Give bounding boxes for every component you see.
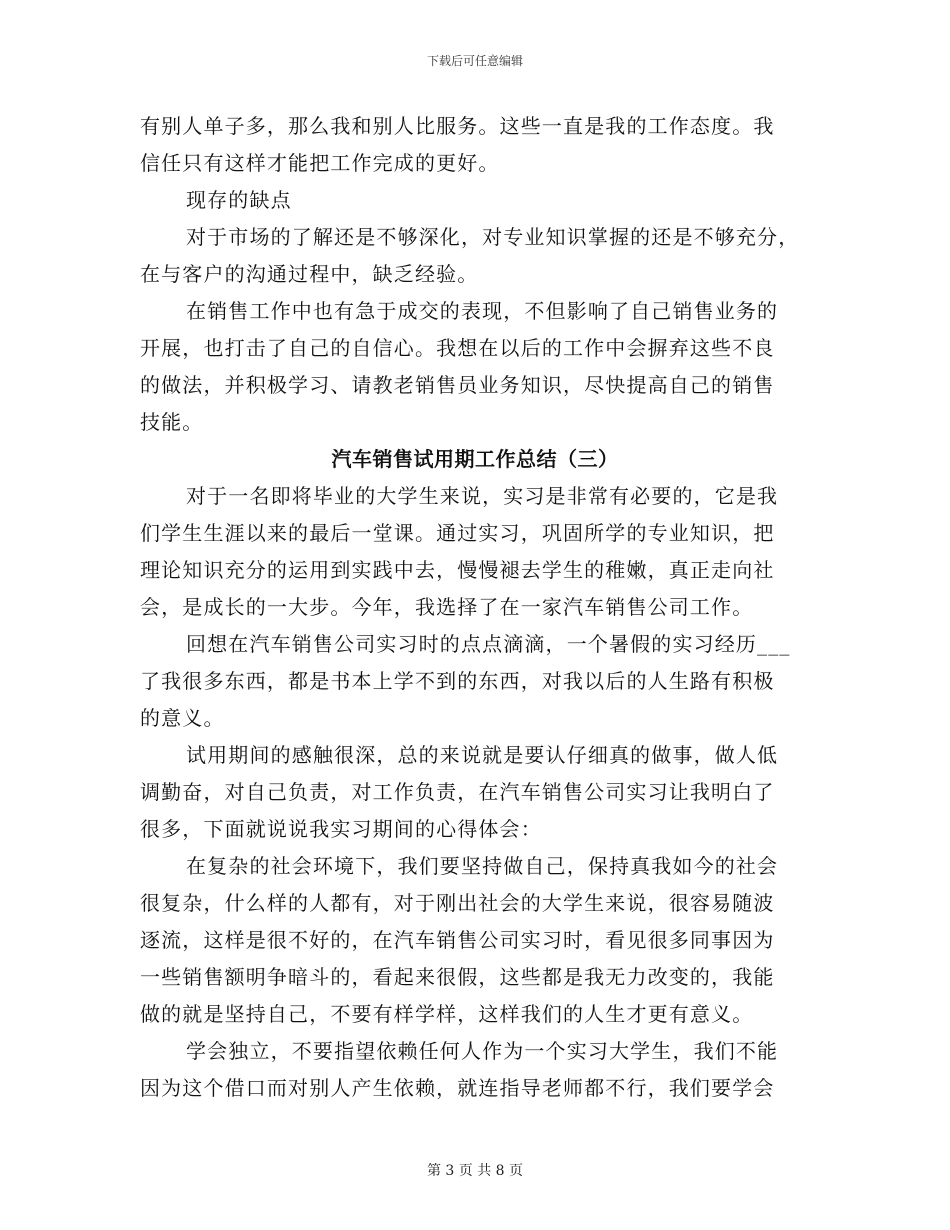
text-line: 信任只有这样才能把工作完成的更好。: [140, 151, 500, 175]
section-heading: 现存的缺点: [186, 188, 292, 212]
text-line: 有别人单子多，那么我和别人比服务。这些一直是我的工作态度。我: [140, 114, 775, 138]
document-body: [140, 108, 810, 1107]
text-line: 一些销售额明争暗斗的，看起来很假，这些都是我无力改变的，我能: [140, 965, 775, 989]
section-title: 汽车销售试用期工作总结（三）: [331, 447, 619, 471]
text-line: 了我很多东西，都是书本上学不到的东西，对我以后的人生路有积极: [140, 669, 775, 693]
text-line: 学会独立，不要指望依赖任何人作为一个实习大学生，我们不能: [186, 1039, 779, 1063]
text-line: 在销售工作中也有急于成交的表现，不但影响了自己销售业务的: [186, 299, 779, 323]
text-line: 会，是成长的一大步。今年，我选择了在一家汽车销售公司工作。: [140, 595, 754, 619]
text-line: 调勤奋，对自己负责，对工作负责，在汽车销售公司实习让我明白了: [140, 780, 775, 804]
text-line: 做的就是坚持自己，不要有样学样，这样我们的人生才更有意义。: [140, 1002, 754, 1026]
text-line: 理论知识充分的运用到实践中去，慢慢褪去学生的稚嫩，真正走向社: [140, 558, 775, 582]
page-header: 下载后可任意编辑: [426, 54, 523, 68]
text-line: 因为这个借口而对别人产生依赖，就连指导老师都不行，我们要学会: [140, 1076, 775, 1100]
page-footer: 第 3 页 共 8 页: [426, 1163, 524, 1179]
text-line: 的做法，并积极学习、请教老销售员业务知识，尽快提高自己的销售: [140, 373, 775, 397]
text-line: 逐流，这样是很不好的，在汽车销售公司实习时，看见很多同事因为: [140, 928, 775, 952]
text-line: 技能。: [140, 410, 204, 434]
text-line: 回想在汽车销售公司实习时的点点滴滴，一个暑假的实习经历___: [186, 632, 791, 656]
text-line: 在与客户的沟通过程中，缺乏经验。: [140, 262, 479, 286]
text-line: 对于一名即将毕业的大学生来说，实习是非常有必要的，它是我: [186, 484, 779, 508]
text-line: 试用期间的感触很深，总的来说就是要认仔细真的做事，做人低: [186, 743, 779, 767]
text-line: 很多，下面就说说我实习期间的心得体会：: [140, 817, 542, 841]
text-line: 们学生生涯以来的最后一堂课。通过实习，巩固所学的专业知识，把: [140, 521, 775, 545]
text-line: 在复杂的社会环境下，我们要坚持做自己，保持真我如今的社会: [186, 854, 779, 878]
text-line: 很复杂，什么样的人都有，对于刚出社会的大学生来说，很容易随波: [140, 891, 775, 915]
text-line: 的意义。: [140, 706, 225, 730]
text-line: 开展，也打击了自己的自信心。我想在以后的工作中会摒弃这些不良: [140, 336, 775, 360]
text-line: 对于市场的了解还是不够深化，对专业知识掌握的还是不够充分，: [186, 225, 800, 249]
